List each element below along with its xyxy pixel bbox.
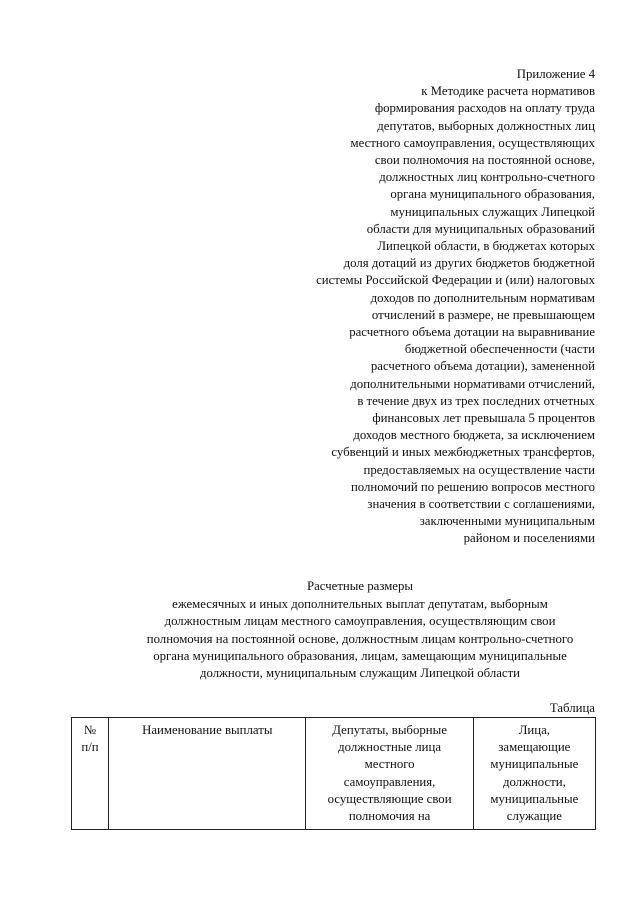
- appendix-line: расчетного объема дотации), замененной: [370, 359, 595, 374]
- appendix-line: дополнительными нормативами отчислений,: [350, 376, 595, 391]
- appendix-line: предоставляемых на осуществление части: [363, 462, 595, 477]
- appendix-line: свои полномочия на постоянной основе,: [374, 153, 595, 168]
- header-line: замещающие: [498, 740, 571, 755]
- appendix-line: должностных лиц контрольно-счетного: [379, 170, 595, 185]
- header-line: самоуправления,: [343, 774, 436, 789]
- header-line: муниципальные: [490, 757, 579, 772]
- appendix-line: значения в соответствии с соглашениями,: [367, 497, 595, 512]
- title-line: Расчетные размеры: [307, 579, 413, 593]
- header-line: местного: [364, 757, 415, 772]
- appendix-line: районом и поселениями: [463, 531, 595, 546]
- appendix-line: полномочий по решению вопросов местного: [350, 479, 595, 494]
- header-line: муниципальные: [490, 791, 579, 806]
- header-cell-payment-name: [109, 718, 306, 830]
- appendix-line: в течение двух из трех последних отчетных: [357, 393, 595, 408]
- header-line: п/п: [81, 740, 99, 755]
- appendix-line: Приложение 4: [516, 67, 595, 81]
- appendix-line: доходов по дополнительным нормативам: [370, 290, 595, 305]
- appendix-line: доходов местного бюджета, за исключением: [353, 428, 595, 443]
- header-line: должностные лица: [338, 740, 442, 755]
- appendix-header: [235, 66, 595, 548]
- header-line: Депутаты, выборные: [332, 723, 447, 737]
- appendix-line: формирования расходов на оплату труда: [374, 101, 595, 116]
- title-line: должности, муниципальным служащим Липецкой области: [199, 666, 521, 681]
- header-cell-number: [72, 718, 109, 830]
- header-line: Наименование выплаты: [142, 723, 273, 737]
- header-line: полномочия на: [348, 809, 431, 824]
- appendix-line: системы Российской Федерации и (или) налоговых: [316, 273, 595, 288]
- header-cell-deputies: [306, 718, 473, 830]
- appendix-line: доля дотаций из других бюджетов бюджетной: [343, 256, 595, 271]
- header-line: №: [83, 723, 97, 737]
- table-caption: Таблица: [549, 701, 595, 715]
- appendix-line: отчислений в размере, не превышающем: [371, 307, 595, 322]
- title-line: должностным лицам местного самоуправления, осуществляющим свои: [164, 614, 556, 629]
- title-line: ежемесячных и иных дополнительных выплат депутатам, выборным: [172, 597, 548, 612]
- appendix-line: органа муниципального образования,: [390, 187, 595, 202]
- appendix-line: финансовых лет превышала 5 процентов: [372, 411, 595, 426]
- appendix-line: муниципальных служащих Липецкой: [390, 204, 595, 219]
- appendix-line: области для муниципальных образований: [366, 221, 595, 236]
- document-title: [40, 578, 640, 682]
- title-line: органа муниципального образования, лицам, замещающим муниципальные: [153, 648, 567, 663]
- appendix-line: к Методике расчета нормативов: [421, 84, 595, 99]
- appendix-line: заключенными муниципальным: [419, 514, 595, 529]
- appendix-line: бюджетной обеспеченности (части: [404, 342, 595, 357]
- title-line: полномочия на постоянной основе, должностным лицам контрольно-счетного: [146, 631, 574, 646]
- header-line: осуществляющие свои: [327, 791, 452, 806]
- appendix-line: местного самоуправления, осуществляющих: [350, 135, 595, 150]
- appendix-line: расчетного объема дотации на выравнивание: [349, 325, 595, 340]
- table-header-row: [72, 718, 596, 830]
- header-line: служащие: [506, 809, 562, 824]
- payments-table: [71, 717, 596, 830]
- appendix-line: депутатов, выборных должностных лиц: [377, 118, 595, 133]
- appendix-line: Липецкой области, в бюджетах которых: [377, 239, 595, 254]
- header-cell-municipal-employees: [473, 718, 595, 830]
- appendix-line: субвенций и иных межбюджетных трансфертов,: [331, 445, 595, 460]
- header-line: должности,: [502, 774, 566, 789]
- header-line: Лица,: [518, 723, 550, 737]
